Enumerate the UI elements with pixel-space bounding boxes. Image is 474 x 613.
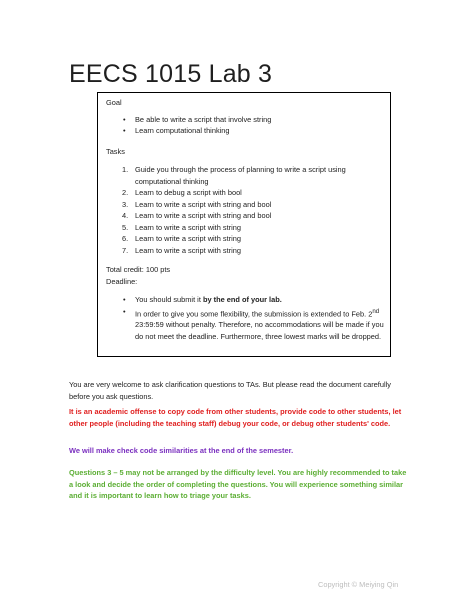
task-number: 2. bbox=[122, 188, 129, 197]
goal-text: Be able to write a script that involve string bbox=[135, 114, 272, 124]
deadline-1-text: You should submit it bbox=[135, 295, 203, 304]
task-text: Learn to write a script with string bbox=[135, 234, 241, 243]
deadline-label: Deadline: bbox=[106, 276, 138, 286]
total-credit: Total credit: 100 pts bbox=[106, 265, 171, 274]
page-title: EECS 1015 Lab 3 bbox=[69, 60, 273, 88]
task-list bbox=[106, 164, 384, 256]
deadline-item bbox=[106, 306, 384, 343]
goal-item bbox=[106, 125, 384, 137]
task-item bbox=[106, 210, 384, 222]
clarification-paragraph: You are very welcome to ask clarification questions to TAs. But please read the document carefully before you ask questions. bbox=[69, 380, 391, 401]
task-text: Learn to write a script with string bbox=[135, 245, 241, 255]
task-text: Learn to debug a script with bool bbox=[135, 188, 242, 197]
task-item bbox=[106, 233, 384, 245]
task-item bbox=[106, 164, 384, 187]
bullet-icon: • bbox=[123, 295, 126, 304]
deadline-list bbox=[106, 294, 384, 342]
deadline-2-superscript: nd bbox=[372, 307, 380, 315]
similarity-check-paragraph: We will make check code similarities at the end of the semester. bbox=[69, 446, 294, 455]
task-number: 3. bbox=[122, 199, 129, 209]
task-item bbox=[106, 245, 384, 257]
task-number: 7. bbox=[122, 245, 129, 255]
task-item bbox=[106, 199, 384, 211]
deadline-2-text: In order to give you some flexibility, the submission is extended to Feb. 2 bbox=[135, 308, 373, 318]
goal-text: Learn computational thinking bbox=[135, 126, 230, 135]
deadline-item bbox=[106, 294, 384, 306]
deadline-2-rest: 23:59:59 without penalty. Therefore, no accommodations will be made if you do not meet the deadline. Furthermore, three lowest marks will be dropped. bbox=[135, 320, 384, 341]
goal-list bbox=[106, 114, 384, 137]
task-number: 6. bbox=[122, 234, 129, 243]
task-number: 4. bbox=[122, 211, 129, 220]
goal-label: Goal bbox=[106, 98, 122, 107]
task-number: 5. bbox=[122, 222, 129, 232]
task-item bbox=[106, 187, 384, 199]
bullet-icon: • bbox=[123, 306, 126, 316]
bullet-icon: • bbox=[123, 114, 126, 124]
copyright-footer: Copyright © Meiying Qin bbox=[318, 580, 399, 589]
task-item bbox=[106, 222, 384, 234]
question-order-paragraph: Questions 3 – 5 may not be arranged by the difficulty level. You are highly recommended to take a look and decide the order of completing the questions. You will experience something similar and it is important to learn how to triage your tasks. bbox=[69, 468, 407, 500]
tasks-label: Tasks bbox=[106, 146, 125, 156]
task-number: 1. bbox=[122, 165, 129, 174]
bullet-icon: • bbox=[123, 126, 126, 135]
task-text: Guide you through the process of planning to write a script using computational thinking bbox=[135, 165, 346, 186]
lab-summary-box bbox=[97, 92, 391, 357]
task-text: Learn to write a script with string bbox=[135, 222, 241, 232]
task-text: Learn to write a script with string and bool bbox=[135, 211, 272, 220]
academic-offense-paragraph: It is an academic offense to copy code from other students, provide code to other students, let other people (including the teaching staff) debug your code, or debug other students' code. bbox=[69, 407, 402, 428]
task-text: Learn to write a script with string and bool bbox=[135, 199, 272, 209]
goal-item bbox=[106, 114, 384, 126]
deadline-1-emphasis: by the end of your lab. bbox=[202, 295, 282, 304]
